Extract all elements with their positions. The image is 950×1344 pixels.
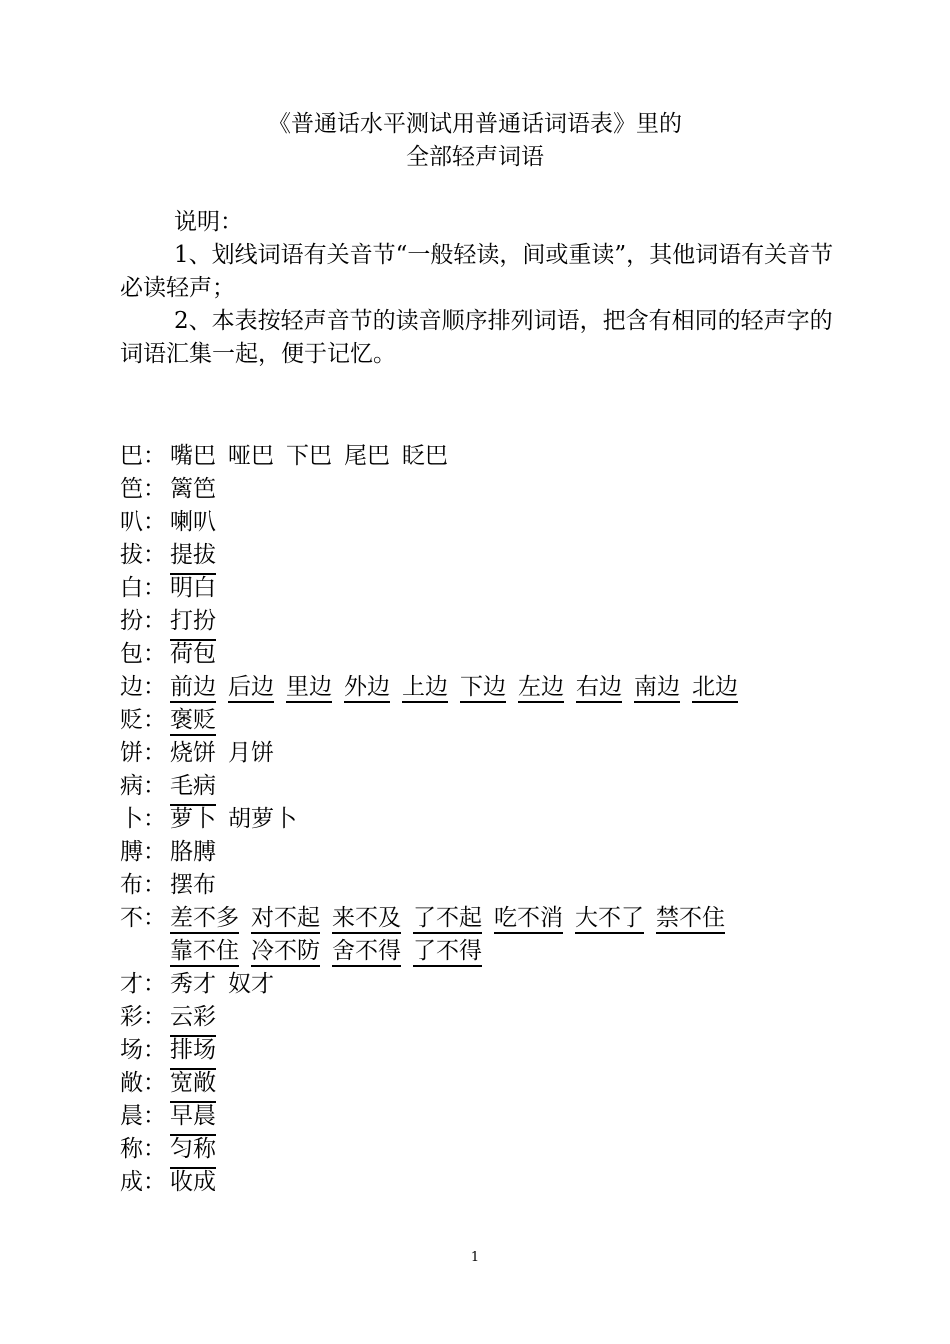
entry-head: 敞：	[120, 1070, 166, 1096]
entry-word: 提拔	[170, 542, 216, 568]
entry-word: 对不起	[251, 905, 320, 934]
entry-word: 褒贬	[170, 707, 216, 736]
entry-word: 差不多	[170, 905, 239, 934]
entry-word: 大不了	[575, 905, 644, 934]
entry-word: 后边	[228, 674, 274, 703]
notes-section	[120, 206, 840, 371]
notes-heading: 说明：	[174, 209, 243, 235]
entry-head: 巴：	[120, 443, 166, 469]
entry-row	[120, 1133, 840, 1166]
entry-word: 烧饼	[170, 740, 216, 766]
entry-word: 排场	[170, 1037, 216, 1063]
entry-word: 北边	[692, 674, 738, 703]
entry-head: 卜：	[120, 806, 166, 832]
entry-word: 右边	[576, 674, 622, 703]
entry-head: 膊：	[120, 839, 166, 865]
entry-word: 下边	[460, 674, 506, 703]
entry-word: 月饼	[228, 740, 274, 766]
word-list	[120, 440, 840, 1199]
entry-row	[120, 803, 840, 836]
entry-word: 来不及	[332, 905, 401, 934]
entry-word: 胳膊	[170, 839, 216, 865]
entry-word: 了不得	[413, 938, 482, 967]
page-number: 1	[470, 1250, 480, 1265]
entry-word: 上边	[402, 674, 448, 703]
entry-row	[120, 704, 840, 737]
entry-word: 胡萝卜	[228, 806, 297, 832]
entry-word: 摆布	[170, 872, 216, 898]
entry-row	[120, 770, 840, 803]
entry-word: 里边	[286, 674, 332, 703]
entry-head: 病：	[120, 773, 166, 799]
entry-head: 彩：	[120, 1004, 166, 1030]
entry-word: 早晨	[170, 1103, 216, 1129]
entry-word: 外边	[344, 674, 390, 703]
entry-word: 眨巴	[402, 443, 448, 469]
entry-row	[120, 1067, 840, 1100]
entry-row	[120, 539, 840, 572]
entry-head: 拔：	[120, 542, 166, 568]
entry-word: 禁不住	[656, 905, 725, 934]
entry-word: 明白	[170, 575, 216, 601]
entry-word: 嘴巴	[170, 443, 216, 469]
entry-word: 尾巴	[344, 443, 390, 469]
entry-head: 称：	[120, 1136, 166, 1162]
entry-row	[120, 440, 840, 473]
entry-word: 冷不防	[251, 938, 320, 967]
entry-word: 篱笆	[170, 476, 216, 502]
entry-word: 喇叭	[170, 509, 216, 535]
entry-word: 左边	[518, 674, 564, 703]
entry-word: 云彩	[170, 1004, 216, 1030]
entry-head: 场：	[120, 1037, 166, 1063]
title-line-1: 《普通话水平测试用普通话词语表》里的	[268, 111, 682, 137]
entry-row	[120, 737, 840, 770]
entry-head: 叭：	[120, 509, 166, 535]
entry-word: 秀才	[170, 971, 216, 997]
entry-row	[120, 1100, 840, 1133]
document-title	[0, 108, 950, 174]
entry-row	[120, 1166, 840, 1199]
entry-word: 毛病	[170, 773, 216, 799]
entry-head: 才：	[120, 971, 166, 997]
entry-row	[120, 506, 840, 539]
entry-row	[120, 1001, 840, 1034]
entry-row	[120, 473, 840, 506]
entry-word: 宽敞	[170, 1070, 216, 1096]
note-2: 2、本表按轻声音节的读音顺序排列词语，把含有相同的轻声字的词语汇集一起，便于记忆。	[120, 308, 833, 367]
entry-word: 了不起	[413, 905, 482, 934]
entry-row	[120, 605, 840, 638]
entry-word: 南边	[634, 674, 680, 703]
entry-word: 收成	[170, 1169, 216, 1195]
entry-row	[120, 671, 840, 704]
entry-row	[120, 902, 840, 935]
entry-row	[120, 968, 840, 1001]
entry-head: 晨：	[120, 1103, 166, 1129]
entry-word: 前边	[170, 674, 216, 703]
entry-head: 包：	[120, 641, 166, 667]
entry-word: 吃不消	[494, 905, 563, 934]
entry-head: 笆：	[120, 476, 166, 502]
entry-head: 边：	[120, 674, 166, 700]
note-1: 1、划线词语有关音节“一般轻读，间或重读”，其他词语有关音节必读轻声；	[120, 242, 834, 301]
entry-row	[120, 1034, 840, 1067]
entry-word: 萝卜	[170, 806, 216, 832]
entry-word: 奴才	[228, 971, 274, 997]
entry-row	[120, 572, 840, 605]
entry-head: 贬：	[120, 707, 166, 733]
entry-head: 布：	[120, 872, 166, 898]
entry-head: 成：	[120, 1169, 166, 1195]
title-line-2: 全部轻声词语	[406, 144, 544, 170]
entry-word: 靠不住	[170, 938, 239, 967]
entry-word: 下巴	[286, 443, 332, 469]
entry-row	[120, 869, 840, 902]
entry-head: 扮：	[120, 608, 166, 634]
entry-row	[120, 935, 840, 968]
entry-row	[120, 836, 840, 869]
entry-head: 白：	[120, 575, 166, 601]
entry-word: 荷包	[170, 641, 216, 667]
entry-word: 打扮	[170, 608, 216, 634]
entry-word: 哑巴	[228, 443, 274, 469]
entry-word: 匀称	[170, 1136, 216, 1162]
entry-head: 饼：	[120, 740, 166, 766]
entry-word: 舍不得	[332, 938, 401, 967]
entry-head: 不：	[120, 905, 166, 931]
entry-row	[120, 638, 840, 671]
